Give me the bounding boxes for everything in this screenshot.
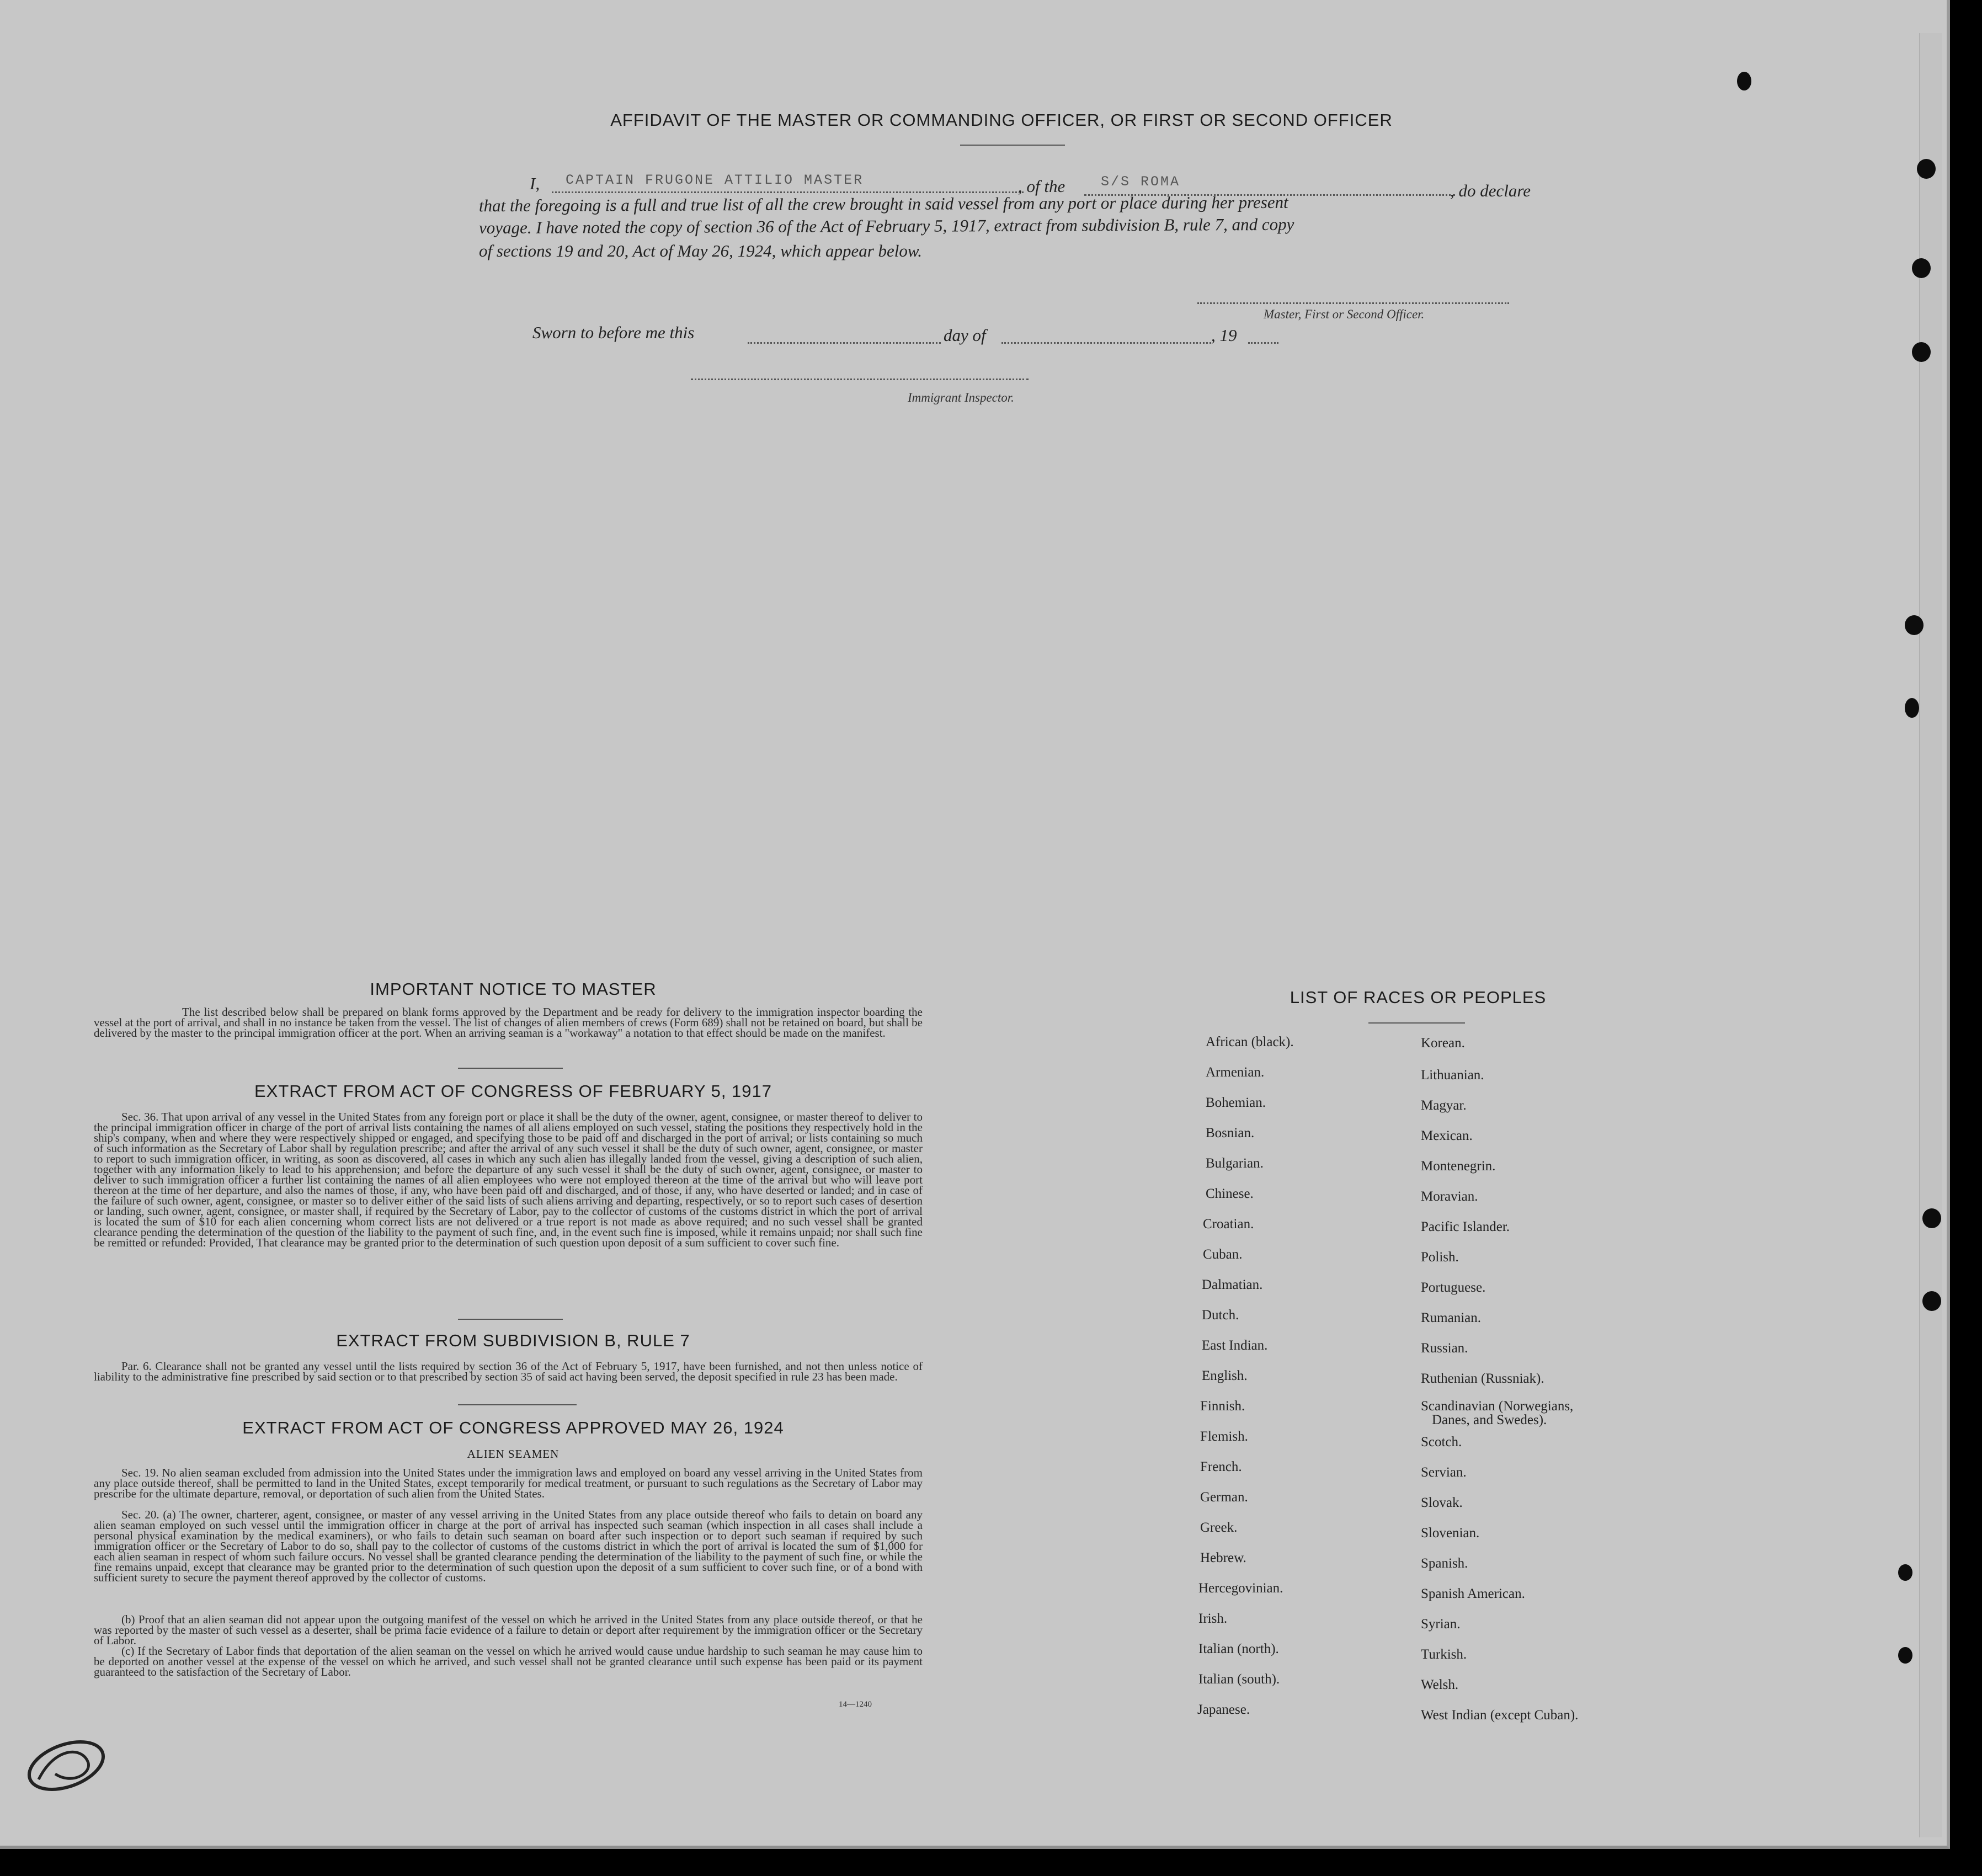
race-item-right: Magyar. [1421,1098,1467,1113]
race-item-right: Mexican. [1421,1128,1473,1143]
race-item-left: Bosnian. [1206,1126,1255,1140]
punch-hole [1737,72,1751,90]
extract-1917-title: EXTRACT FROM ACT OF CONGRESS OF FEBRUARY 5, 1917 [254,1081,772,1101]
extract-1924-subtitle: ALIEN SEAMEN [467,1447,560,1461]
race-item-right: Syrian. [1421,1617,1461,1632]
affidavit-title: AFFIDAVIT OF THE MASTER OR COMMANDING OFFICER, OR FIRST OR SECOND OFFICER [610,110,1393,130]
race-item-right: Welsh. [1421,1677,1459,1692]
affidavit-declare: , do declare [1450,181,1531,200]
race-item-right: Scandinavian (Norwegians, [1421,1399,1574,1414]
master-signature-label: Master, First or Second Officer. [1264,307,1425,321]
races-title: LIST OF RACES OR PEOPLES [1290,988,1547,1007]
affidavit-i: I, [530,174,540,193]
race-item-left: Croatian. [1203,1217,1254,1232]
race-item-right: Turkish. [1421,1647,1467,1662]
race-item-right: Polish. [1421,1250,1459,1265]
race-item-left: Dalmatian. [1202,1277,1263,1292]
races-divider [1368,1022,1465,1024]
race-item-left: French. [1200,1459,1242,1474]
inspector-signature-line [691,379,1029,380]
rule7-divider [458,1404,577,1405]
day-of-label: day of [944,326,986,345]
race-item-left: German. [1200,1490,1248,1505]
race-item-left: Japanese. [1197,1702,1250,1717]
year-label: , 19 [1211,326,1237,345]
inspector-label: Immigrant Inspector. [908,391,1014,404]
race-item-right: Slovak. [1421,1495,1463,1510]
race-item-left: Chinese. [1206,1186,1254,1201]
sworn-month-line [1001,342,1211,344]
race-item-left: Hebrew. [1200,1550,1246,1565]
race-item-left: Dutch. [1202,1308,1239,1323]
race-item-left: English. [1202,1368,1248,1383]
affidavit-line-4: of sections 19 and 20, Act of May 26, 1924, which appear below. [479,241,923,260]
extract-1924-title: EXTRACT FROM ACT OF CONGRESS APPROVED MAY 26, 1924 [242,1418,784,1437]
race-item-right: Scotch. [1421,1435,1462,1449]
race-item-left: Flemish. [1200,1429,1248,1444]
extract-1924-sec19: Sec. 19. No alien seaman excluded from admission into the United States under the immigration laws and employed on board any vessel arriving in the United States from any place outside thereof, shall be permitted to land in the United States, except temporarily for medical treatment, or pursuant to such regulations as the Secretary of Labor may prescribe for the ultimate departure, removal, or deportation of such alien from the United States. [94,1466,923,1500]
punch-hole [1905,698,1919,718]
race-item-right: Montenegrin. [1421,1159,1496,1174]
race-item-right: Portuguese. [1421,1280,1486,1295]
race-item-left: Italian (south). [1198,1672,1280,1687]
notice-title: IMPORTANT NOTICE TO MASTER [370,979,657,999]
page-edge [1919,33,1942,1837]
sworn-day-line [748,342,941,344]
punch-hole [1912,342,1931,362]
race-item-right: Servian. [1421,1465,1467,1480]
name-field: CAPTAIN FRUGONE ATTILIO MASTER [566,172,864,188]
race-item-left: Hercegovinian. [1198,1581,1283,1596]
extract-1924-sec20b: (b) Proof that an alien seaman did not appear upon the outgoing manifest of the vessel on which he arrived in the United States from any place outside thereof, or that he was reported by the master of such vessel as a deserter, shall be prima facie evidence of a failure to detain or deport after requirement by the immigration officer or the Secretary of Labor. [94,1613,923,1647]
archive-stamp-mark [22,1735,110,1796]
race-item-right: Ruthenian (Russniak). [1421,1371,1544,1386]
form-number: 14—1240 [839,1700,872,1709]
race-item-right: Russian. [1421,1341,1468,1356]
race-item-right: Korean. [1421,1036,1465,1051]
race-item-left: Armenian. [1206,1065,1265,1080]
rule7-text: Par. 6. Clearance shall not be granted any vessel until the lists required by section 36 of the Act of February 5, 1917, have been furnished, and not then unless notice of liability to the administrative fine prescribed by said section or to that prescribed by section 35 of said act having been served, the deposit specified in rule 23 has been made. [94,1360,923,1383]
punch-hole [1912,258,1931,278]
race-item-left: Finnish. [1200,1399,1245,1414]
race-item-left: Bulgarian. [1206,1156,1264,1171]
punch-hole [1922,1208,1941,1228]
race-item-right: Spanish. [1421,1556,1468,1571]
race-item-left: Bohemian. [1206,1095,1266,1110]
race-item-right: Slovenian. [1421,1526,1480,1541]
race-item-left: Cuban. [1203,1247,1243,1262]
race-item-right: Lithuanian. [1421,1068,1484,1083]
race-item-left: African (black). [1206,1035,1294,1049]
race-item-right: Rumanian. [1421,1310,1482,1325]
race-item-right: Spanish American. [1421,1586,1525,1601]
race-item-right: Pacific Islander. [1421,1219,1510,1234]
punch-hole [1917,159,1936,179]
race-item-left: East Indian. [1202,1338,1268,1353]
race-item-right: Moravian. [1421,1189,1478,1204]
affidavit-of-the: , of the [1018,177,1065,196]
affidavit-line-2: that the foregoing is a full and true list of all the crew brought in said vessel from any port or place during her present [478,192,1288,216]
punch-hole [1898,1564,1912,1581]
race-item-left: Irish. [1198,1611,1228,1626]
extract-1924-sec20a: Sec. 20. (a) The owner, charterer, agent, consignee, or master of any vessel arriving in the United States from any place outside thereof who fails to detain on board any alien seaman employed on such vessel until the immigration officer in charge at the port of arrival has inspected such seaman (which inspection in all cases shall include a personal physical examination by the medical examiners), or who fails to detain such seaman on board after such inspection or to deport such seaman if required by such immigration officer or the Secretary of Labor to do so, shall pay to the collector of customs of the customs district in which the port of arrival is located the sum of $1,000 for each alien seaman in respect of whom such failure occurs. No vessel shall be granted clearance pending the determination of the liability to the payment of such fine, or while the fine remains unpaid, except that clearance may be granted prior to the determination of such question upon the deposit of a sum sufficient to cover such fine, or of a bond with sufficient surety to secure the payment thereof approved by the collector of customs. [94,1508,923,1584]
punch-hole [1905,615,1924,635]
year-line [1248,342,1278,344]
notice-divider [458,1068,563,1069]
affidavit-line-3: voyage. I have noted the copy of section 36 of the Act of February 5, 1917, extract from subdivision B, rule 7, and copy [478,214,1294,238]
vessel-field: S/S ROMA [1101,174,1181,190]
race-item-right: West Indian (except Cuban). [1421,1708,1579,1723]
extract-1917-divider [458,1319,563,1320]
punch-hole [1898,1647,1912,1664]
title-divider [960,145,1065,146]
extract-1917-text: Sec. 36. That upon arrival of any vessel in the United States from any foreign port or place it shall be the duty of the owner, agent, consignee, or master thereof to deliver to the principal immigration officer in charge of the port of arrival lists containing the names of all aliens employed on such vessel, stating the positions they respectively hold in the ship's company, when and where they were respectively shipped or engaged, and specifying those to be paid off and discharged in the port of arrival; or lists containing so much of such information as the Secretary of Labor shall by regulation prescribe; and after the arrival of any such vessel it shall be the duty of such owner, agent, consignee, or master to report to such immigration officer, in writing, as soon as discovered, all cases in which any such alien has illegally landed from the vessel, giving a description of such alien, together with any information likely to lead to his apprehension; and before the departure of any such vessel it shall be the duty of such owner, agent, consignee, or master to deliver to such immigration officer a further list containing the names of all alien employees who were not employed thereon at the time of the arrival but who will leave port thereon at the time of her departure, and also the names of those, if any, who have been paid off and discharged, and of those, if any, who have deserted or landed; and in case of the failure of such owner, agent, consignee, or master so to deliver either of the said lists of such aliens arriving and departing, respectively, or so to report such cases of desertion or landing, such owner, agent, consignee, or master shall, if required by the Secretary of Labor, pay to the collector of customs of the customs district in which the port of arrival is located the sum of $10 for each alien concerning whom correct lists are not delivered or a true report is not made as above required; and no such vessel shall be granted clearance pending the determination of the question of the liability to the payment of such fine, and, in the event such fine is imposed, while it remains unpaid; nor shall such fine be remitted or refunded: Provided, That clearance may be granted prior to the determination of such question upon deposit of a sum sufficient to cover such fine. [94,1110,923,1249]
notice-text: The list described below shall be prepared on blank forms approved by the Department and be ready for delivery to the immigration inspector boarding the vessel at the port of arrival, and shall in no instance be taken from the vessel. The list of changes of alien members of crews (Form 689) shall not be retained on board, but shall be delivered by the master to the principal immigration officer at the port. When an arriving seaman is a "workaway" a notation to that effect should be made on the manifest. [94,1005,923,1040]
punch-hole [1922,1291,1941,1311]
sworn-label: Sworn to before me this [532,323,695,342]
race-item-right: Danes, and Swedes). [1432,1413,1547,1427]
rule7-title: EXTRACT FROM SUBDIVISION B, RULE 7 [336,1331,690,1350]
name-line [552,191,1024,193]
race-item-left: Italian (north). [1198,1642,1279,1656]
race-item-left: Greek. [1200,1520,1238,1535]
extract-1924-sec20c: (c) If the Secretary of Labor finds that deportation of the alien seaman on the vessel on which he arrived would cause undue hardship to such seaman he may cause him to be deported on another vessel at the expense of the vessel on which he arrived, and such vessel shall not be granted clearance until such expense has been paid or its payment guaranteed to the satisfaction of the Secretary of Labor. [94,1644,923,1678]
master-signature-line [1197,302,1509,304]
